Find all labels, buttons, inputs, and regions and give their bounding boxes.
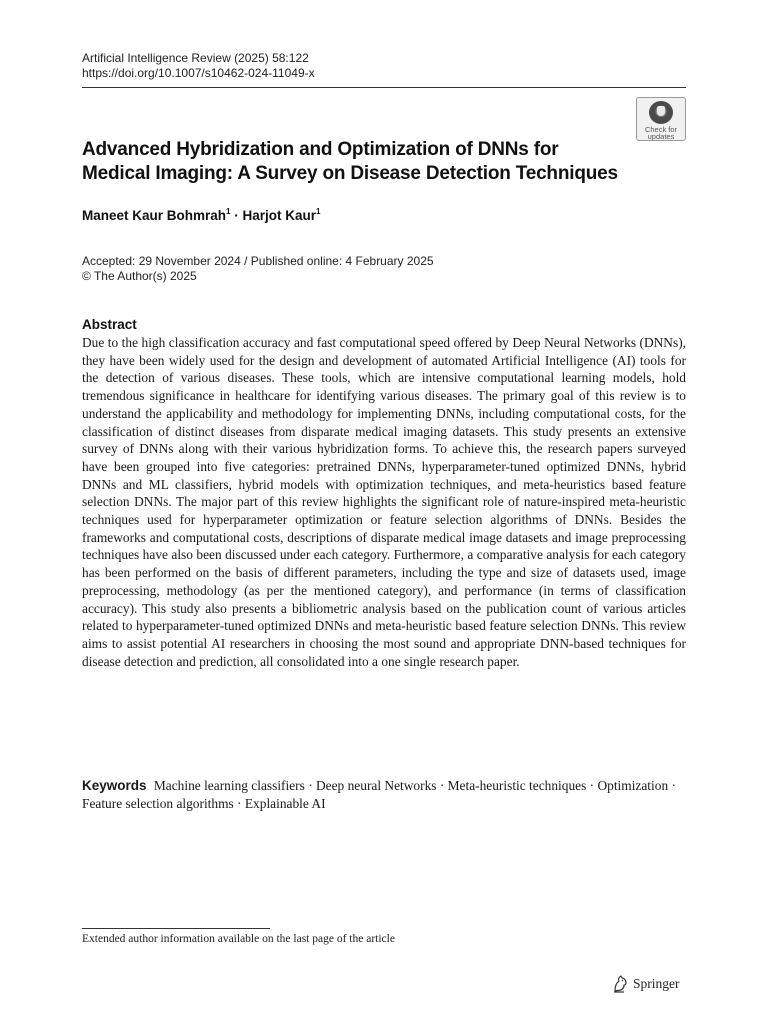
affiliation-mark[interactable]: 1 [226,207,231,216]
publication-dates [82,254,434,284]
author-name[interactable]: Harjot Kaur [242,208,316,223]
footnote-rule [82,928,270,929]
abstract-text: Due to the high classification accuracy and fast computational speed offered by Deep Neural Networks (DNNs), they have been widely used for the design and development of automated Artificial Intelligence (AI) tools for the detection of various diseases. These tools, which are intensive computational learning models, hold tremendous significance in healthcare for identifying various diseases. The primary goal of this review is to understand the applicability and methodology for implementing DNNs, including computational costs, for the classification of distinct diseases from disparate medical imaging datasets. This study presents an extensive survey of DNNs along with their various hybridization forms. To achieve this, the research papers surveyed have been grouped into five categories: pretrained DNNs, hyperparameter-tuned optimized DNNs, hybrid DNNs and ML classifiers, hybrid models with optimization techniques, and meta-heuristics based feature selection DNNs. The major part of this review highlights the significant role of nature-inspired meta-heuristic techniques used for hyperparameter optimization or feature selection algorithms of DNNs. Besides the frameworks and computational costs, descriptions of disparate medical image datasets and image preprocessing techniques have also been discussed under each category. Furthermore, a comparative analysis for each category has been performed on the basis of different parameters, including the type and size of datasets used, image preprocessing, methodology (as per the mentioned category), and performance (in terms of classification accuracy). This study also presents a bibliometric analysis based on the publication count of various articles related to hyperparameter-tuned optimized DNNs and meta-heuristic based feature selection DNNs. This review aims to assist potential AI researchers in choosing the most sound and appropriate DNN-based techniques for disease detection and prediction, all consolidated into a one single research paper. [82,335,686,669]
copyright-notice: © The Author(s) 2025 [82,269,197,283]
article-title [82,138,642,186]
publisher-logo [612,975,680,993]
keywords-section [82,777,686,813]
author-name[interactable]: Maneet Kaur Bohmrah [82,208,227,223]
doi-link[interactable]: https://doi.org/10.1007/s10462-024-11049-x [82,66,315,80]
check-for-updates-badge[interactable] [636,97,686,141]
title-line-1: Advanced Hybridization and Optimization of DNNs for [82,139,559,160]
keywords-label: Keywords [82,778,147,793]
footnote: Extended author information available on the last page of the article [82,933,395,945]
affiliation-mark[interactable]: 1 [316,207,321,216]
bookmark-icon [649,101,673,124]
keywords-list: Machine learning classifiers · Deep neural Networks · Meta-heuristic techniques · Optimization · Feature selection algorithms · Explainable AI [82,778,676,811]
author-list [82,207,320,225]
author-separator: · [230,208,243,223]
journal-citation: Artificial Intelligence Review (2025) 58:122 [82,51,309,65]
badge-label: Check for updates [644,125,678,141]
springer-horse-icon [612,975,628,993]
publisher-name: Springer [633,976,680,991]
journal-header [82,51,315,81]
accepted-published-dates: Accepted: 29 November 2024 / Published online: 4 February 2025 [82,254,434,268]
abstract-heading: Abstract [82,317,137,332]
header-rule [82,87,686,88]
title-line-2: Medical Imaging: A Survey on Disease Detection Techniques [82,163,618,184]
